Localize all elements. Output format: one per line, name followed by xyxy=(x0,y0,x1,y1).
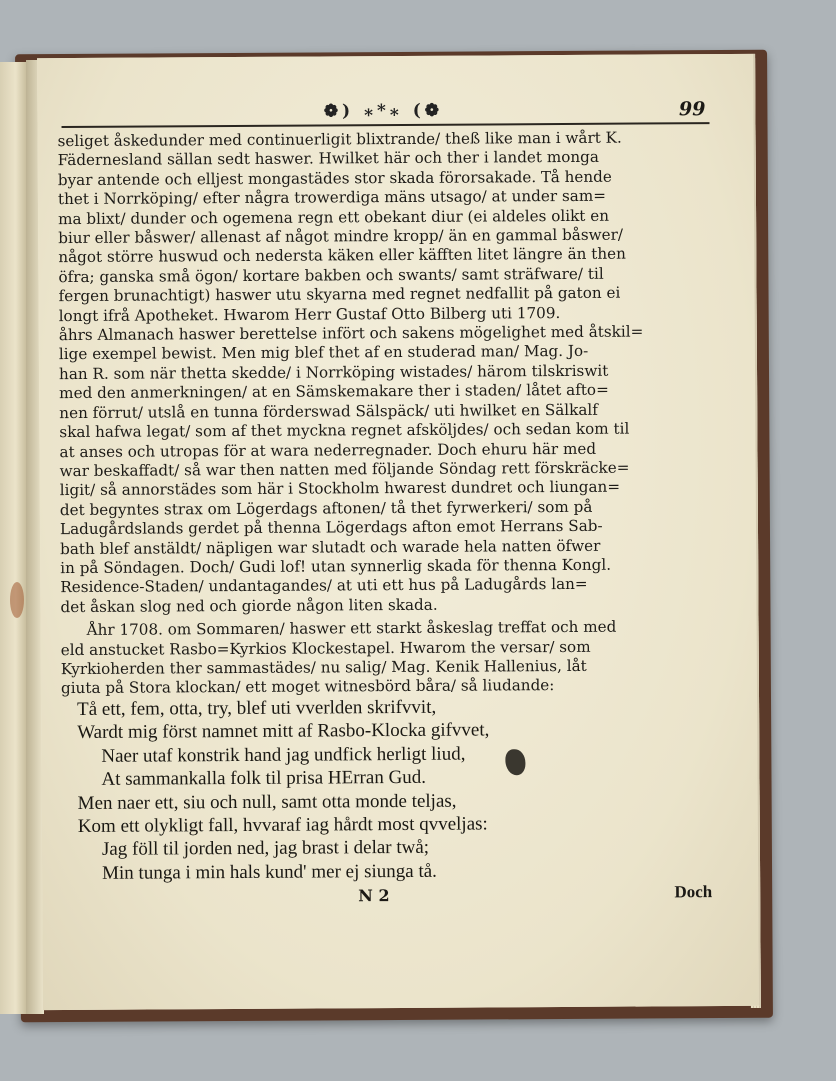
poem-line: Tå ett, fem, otta, try, blef uti vverlden skrifvvit, xyxy=(77,696,437,720)
bell-inscription-poem xyxy=(77,694,718,885)
text-line: öfra; ganska små ögon/ kortare bakben och swants/ samt sträfware/ til xyxy=(58,264,604,286)
ink-blot-mark xyxy=(505,749,525,775)
left-page-edge xyxy=(0,62,27,1014)
text-line: Residence-Staden/ undantagandes/ at uti ett hus på Ladugårds lan= xyxy=(60,575,588,597)
page-header xyxy=(61,98,705,124)
text-line: eld anstucket Rasbo=Kyrkios Klockestapel. Hwarom the versar/ som xyxy=(60,637,591,659)
text-line: Ladugårdslands gerdet på thenna Lögerdags afton emot Herrans Sab- xyxy=(59,516,603,539)
text-line: han R. som när thetta skedde/ i Norrköping wistades/ härom tilskriswit xyxy=(58,361,609,383)
text-line: lige exempel bewist. Men mig blef thet af en studerad man/ Mag. Jo- xyxy=(58,342,589,364)
text-line: något större huswud och nedersta käken eller käfften litet längre än then xyxy=(58,245,626,267)
poem-line: Naer utaf konstrik hand jag undfick herligt liud, xyxy=(101,743,466,767)
catchword: Doch xyxy=(674,882,713,902)
text-line: biur eller båswer/ allenast af något mindre kropp/ än en gammal båswer/ xyxy=(58,225,624,248)
text-line: det åskan slog ned och giorde någon liten skada. xyxy=(60,595,438,616)
text-line: seliget åskedunder med continuerligit blixtrande/ theß like man i wårt K. xyxy=(57,128,622,151)
poem-line: Men naer ett, siu och null, samt otta monde teljas, xyxy=(77,790,457,814)
poem-line: Wardt mig först namnet mitt af Rasbo-Klocka gifvvet, xyxy=(77,719,490,744)
text-line: at anses och utropas för at wara nederregnader. Doch ehuru här med xyxy=(59,439,597,461)
body-text xyxy=(58,128,715,699)
text-line: bath blef anstäldt/ näpligen war slutadt och warade hela natten öfwer xyxy=(60,536,601,558)
text-line: nen förrut/ utslå en tunna förderswad Sälspäck/ uti hwilket en Sälkalf xyxy=(59,400,598,422)
text-line: Fädernesland sällan sedt haswer. Hwilket här och ther i landet monga xyxy=(57,148,599,170)
poem-line: Kom ett olykligt fall, hvvaraf iag hårdt most qvveljas: xyxy=(77,813,488,837)
text-line: ligit/ så annorstädes som här i Stockholm hwarest dundret och liungan= xyxy=(59,477,621,500)
text-line: åhrs Almanach haswer berettelse infört och sakens mögelighet med åtskil= xyxy=(58,322,644,345)
text-line: longt ifrå Apotheket. Hwarom Herr Gustaf Otto Bilberg uti 1709. xyxy=(58,303,561,325)
poem-line: At sammankalla folk til prisa HErran Gud. xyxy=(101,767,427,791)
text-line: skal hafwa legat/ som af thet myckna regnet afsköljdes/ och sedan kom til xyxy=(59,419,630,442)
signature-mark: N 2 xyxy=(358,886,390,906)
text-line: Åhr 1708. om Sommaren/ haswer ett starkt åskeslag treffat och med xyxy=(86,617,617,640)
text-line: fergen brunachtigt) haswer utu skyarna med regnet nedfallit på gaton ei xyxy=(58,283,621,306)
text-line: thet i Norrköping/ efter några trowerdiga mäns utsago/ at under sam= xyxy=(57,186,606,209)
poem-line: Jag föll til jorden ned, jag brast i delar twå; xyxy=(101,837,430,861)
text-line: in på Söndagen. Doch/ Gudi lof! utan synnerlig skada för thenna Kongl. xyxy=(60,555,612,578)
text-line: med den anmerkningen/ at en Sämskemakare ther i staden/ låtet afto= xyxy=(59,380,609,403)
book-page xyxy=(37,54,761,1010)
header-ornament: ❁) ⁎*⁎ (❁ xyxy=(323,100,444,122)
stain-mark xyxy=(10,582,24,618)
text-line: war beskaffadt/ så war then natten med följande Söndag rett förskräcke= xyxy=(59,458,630,480)
text-line: Kyrkioherden ther sammastädes/ nu salig/ Mag. Kenik Hallenius, låt xyxy=(60,656,587,679)
text-line: byar antende och elljest mongastädes stor skada förorsakade. Tå hende xyxy=(57,167,612,189)
text-line: ma blixt/ dunder och ogemena regn ett obekant diur (ei aldeles olikt en xyxy=(58,206,610,228)
text-line: giuta på Stora klockan/ ett moget witnesbörd båra/ så liudande: xyxy=(60,676,555,698)
page-number: 99 xyxy=(678,98,706,121)
text-line: det begyntes strax om Lögerdags aftonen/ tå thet fyrwerkeri/ som på xyxy=(59,497,593,519)
poem-line: Min tunga i min hals kund' mer ej siunga tå. xyxy=(102,860,437,884)
